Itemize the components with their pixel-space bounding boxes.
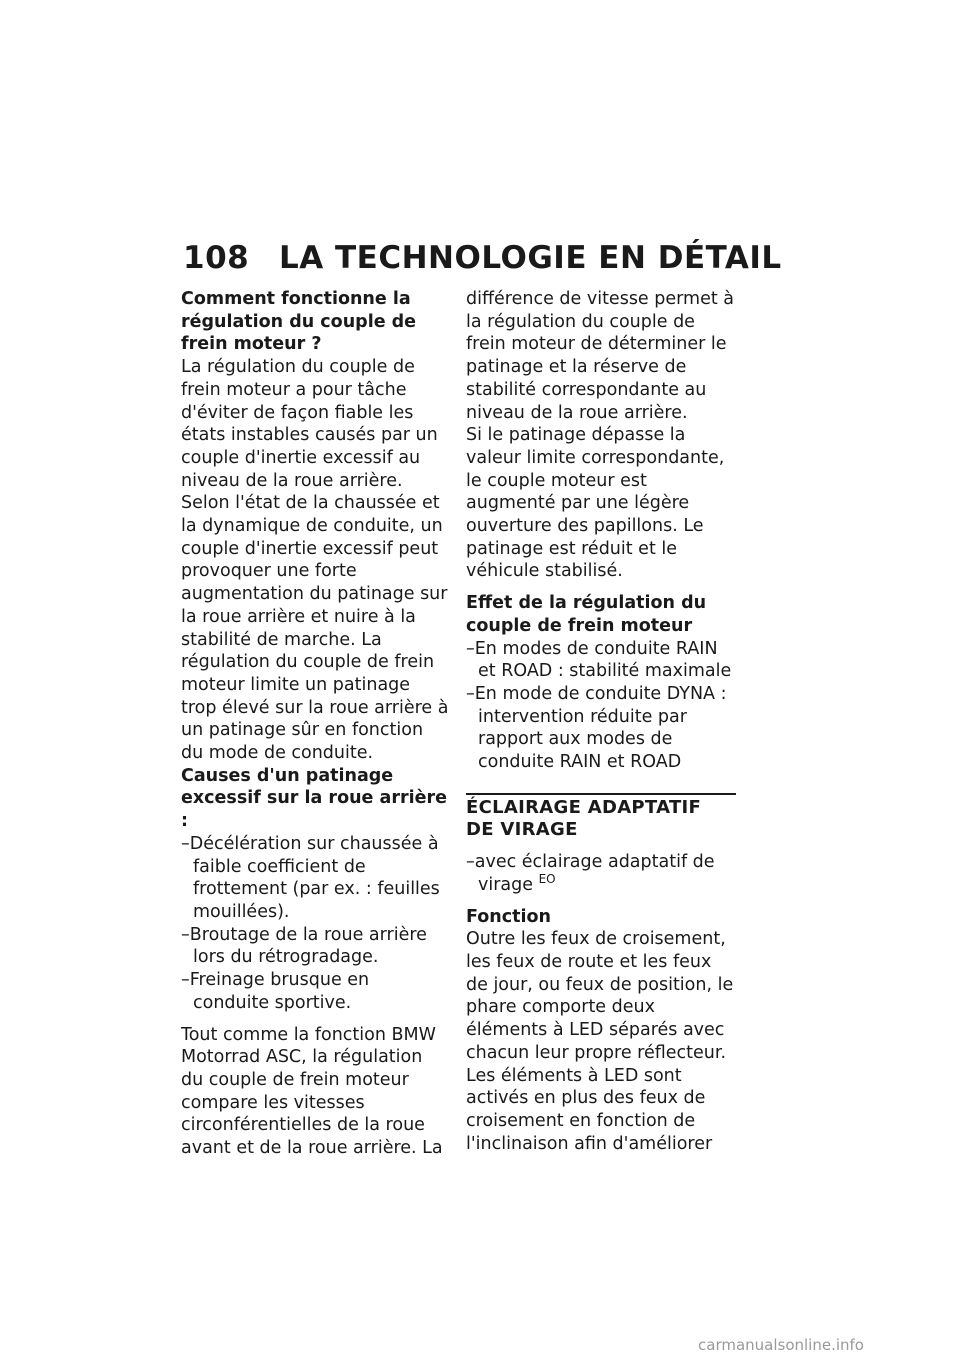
watermark: carmanualsonline.info <box>698 1336 864 1354</box>
list-item: – En mode de conduite DYNA : intervention réduite par rapport aux modes de conduite RAIN et ROAD <box>466 683 734 774</box>
heading-causes: Causes d'un patinage excessif sur la roue arrière : <box>181 765 447 832</box>
heading-how-it-works: Comment fonctionne la régulation du couple de frein moteur ? <box>181 289 417 355</box>
causes-list <box>181 833 449 1015</box>
heading-function: Fonction <box>466 906 551 927</box>
list-item: – Broutage de la roue arrière lors du rétrogradage. <box>181 924 449 969</box>
option-code: EO <box>538 872 556 887</box>
left-column <box>181 288 449 1160</box>
page-number: 108 <box>183 240 250 276</box>
effects-list <box>466 638 734 774</box>
option-list <box>466 851 734 896</box>
paragraph-intro: La régulation du couple de frein moteur a pour tâche d'éviter de façon fiable les états instables causés par un couple d'inertie excessif au niveau de la roue arrière. Selon l'état de la chaussée et la dynamique de conduite, un couple d'inertie excessif peut provoquer une forte augmentation du patinage sur la roue arrière et nuire à la stabilité de marche. La régulation du couple de frein moteur limite un patinage trop élevé sur la roue arrière à un patinage sûr en fonction du mode de conduite. <box>181 357 449 764</box>
right-column <box>466 288 734 1155</box>
heading-effect: Effet de la régulation du couple de frein moteur <box>466 593 707 636</box>
list-item: – Freinage brusque en conduite sportive. <box>181 969 449 1014</box>
paragraph-function: Outre les feux de croisement, les feux de route et les feux de jour, ou feux de position, le phare comporte deux éléments à LED séparés avec chacun leur propre réflecteur. Les éléments à LED sont activés en plus des feux de croisement en fonction de l'inclinaison afin d'améliorer <box>466 929 734 1154</box>
section-divider <box>466 793 736 795</box>
paragraph-difference: différence de vitesse permet à la régulation du couple de frein moteur de déterminer le patinage et la réserve de stabilité correspondante au niveau de la roue arrière. <box>466 289 734 423</box>
paragraph-slip-limit: Si le patinage dépasse la valeur limite correspondante, le couple moteur est augmenté par une légère ouverture des papillons. Le patinage est réduit et le véhicule stabilisé. <box>466 425 725 582</box>
option-text: avec éclairage adaptatif de virage <box>474 852 715 895</box>
section-title: ÉCLAIRAGE ADAPTATIF DE VIRAGE <box>466 796 702 841</box>
paragraph-comparison: Tout comme la fonction BMW Motorrad ASC, la régulation du couple de frein moteur compare les vitesses circonférentielles de la roue avant et de la roue arrière. La <box>181 1024 443 1159</box>
page-title: LA TECHNOLOGIE EN DÉTAIL <box>279 240 782 276</box>
list-item: – En modes de conduite RAIN et ROAD : stabilité maximale <box>466 638 734 683</box>
list-item <box>466 851 734 896</box>
page-header <box>183 240 783 276</box>
list-item: – Décélération sur chaussée à faible coefficient de frottement (par ex. : feuilles mouillées). <box>181 833 449 924</box>
